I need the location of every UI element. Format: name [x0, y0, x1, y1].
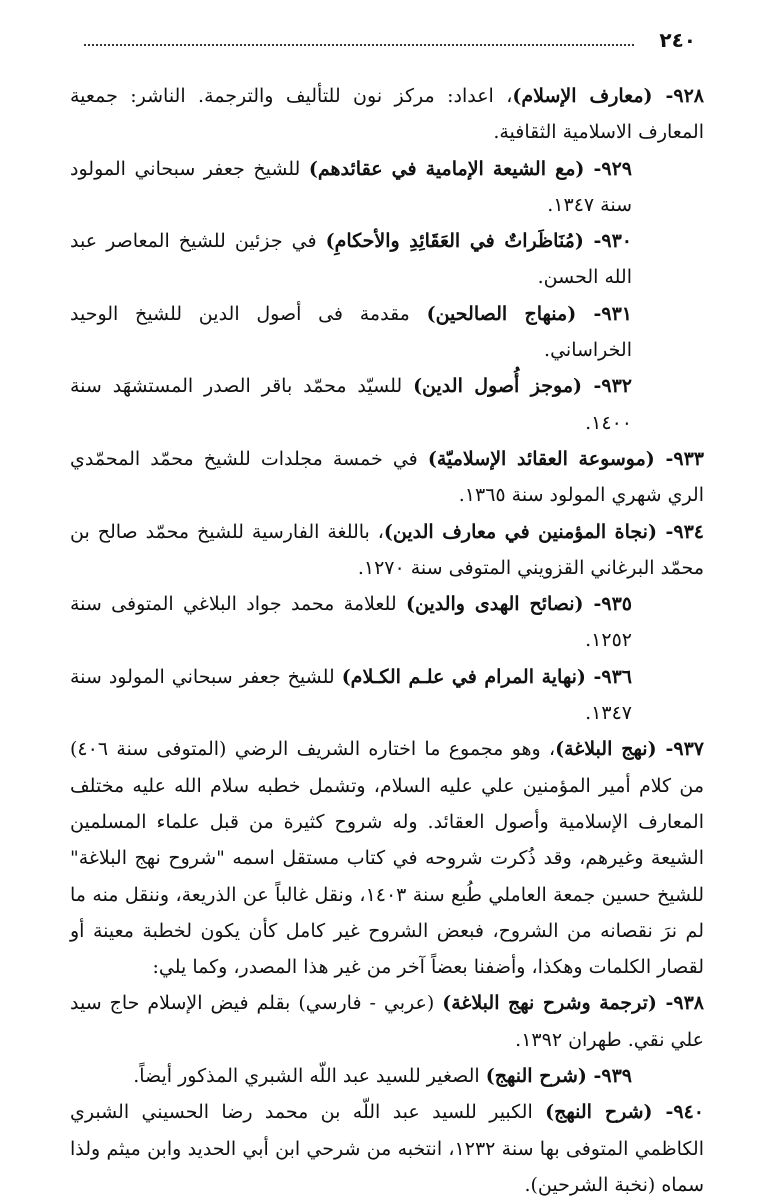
entry-number: ٩٣١	[601, 302, 632, 325]
page-header	[84, 28, 696, 58]
entry-number: ٩٣٤	[673, 520, 704, 543]
entry-932: ٩٣٢- (موجز أُصول الدين) للسيّد محمّد باقر الصدر المستشهَد سنة ١٤٠٠.	[70, 375, 632, 434]
entry-928: ٩٢٨- (معارف الإسلام)، اعداد: مركز نون للتأليف والترجمة. الناشر: جمعية المعارف الاسلامية الثقافية.	[70, 85, 704, 144]
entry-text: ، باللغة الفارسية للشيخ محمّد صالح بن محمّد البرغاني القزويني المتوفى سنة ١٢٧٠.	[70, 520, 704, 579]
entry-939: ٩٣٩- (شرح النهج) الصغير للسيد عبد اللّه الشبري المذكور أيضاً.	[133, 1065, 632, 1088]
entry-number: ٩٣٩	[601, 1065, 632, 1088]
entry-text: للعلامة محمد جواد البلاغي المتوفى سنة ١٢٥٢.	[70, 593, 632, 652]
entry-title: (نصائح الهدى والدين)	[405, 593, 584, 616]
entry-text: مقدمة فى أصول الدين للشيخ الوحيد الخراساني.	[70, 302, 632, 362]
entry-929: ٩٢٩- (مع الشيعة الإمامية في عقائدهم) للشيخ جعفر سبحاني المولود سنة ١٣٤٧.	[70, 157, 632, 216]
entry-931: ٩٣١- (منهاج الصالحين) مقدمة فى أصول الدين للشيخ الوحيد الخراساني.	[70, 302, 632, 362]
entry-number: ٩٢٩	[601, 157, 632, 180]
entry-935: ٩٣٥- (نصائح الهدى والدين) للعلامة محمد جواد البلاغي المتوفى سنة ١٢٥٢.	[70, 593, 632, 652]
dotted-rule	[84, 44, 634, 46]
entry-title: (موسوعة العقائد الإسلاميّة)	[427, 447, 655, 470]
entry-936: ٩٣٦- (نهاية المرام في علـم الكـلام) للشيخ جعفر سبحاني المولود سنة ١٣٤٧.	[70, 665, 632, 725]
entry-title: (شرح النهج)	[485, 1065, 587, 1088]
page-number: ٢٤٠	[659, 28, 696, 52]
entry-title: (منهاج الصالحين)	[426, 302, 577, 325]
entry-937: ٩٣٧- (نهج البلاغة)، وهو مجموع ما اختاره الشريف الرضي (المتوفى سنة ٤٠٦) من كلام أمير المؤمنين علي عليه السلام، وتشمل خطبه سلام الله عليه مختلف المعارف الإسلامية وأصول العقائد. وله شروح كثيرة من قبل علماء المسلمين الشيعة وغيرهم، وقد ذُكرت شروحه في كتاب مستقل اسمه "شروح نهج البلاغة" للشيخ حسين جمعة العاملي طُبع سنة ١٤٠٣، ونقل غالباً عن الذريعة، وننقل منه ما لم نرَ نقصانه من الشروح، فبعض الشروح غير كامل كأن يكون لخطبة معينة أو لقصار الكلمات وهكذا، وأضفنا بعضاً آخر من غير هذا المصدر، وكما يلي:	[70, 738, 704, 979]
entry-title: (نهج البلاغة)	[555, 738, 657, 761]
entry-text: للشيخ جعفر سبحاني المولود سنة ١٣٤٧.	[70, 665, 632, 725]
entry-text: الصغير للسيد عبد اللّه الشبري المذكور أيضاً.	[133, 1065, 486, 1088]
entry-text: ، وهو مجموع ما اختاره الشريف الرضي (المتوفى سنة ٤٠٦) من كلام أمير المؤمنين علي عليه السلام، وتشمل خطبه سلام الله عليه مختلف المعارف الإسلامية وأصول العقائد. وله شروح كثيرة من قبل علماء المسلمين الشيعة وغيرهم، وقد ذُكرت شروحه في كتاب مستقل اسمه "شروح نهج البلاغة" للشيخ حسين جمعة العاملي طُبع سنة ١٤٠٣، ونقل غالباً عن الذريعة، وننقل منه ما لم نرَ نقصانه من الشروح، فبعض الشروح غير كامل كأن يكون لخطبة معينة أو لقصار الكلمات وهكذا، وأضفنا بعضاً آخر من غير هذا المصدر، وكما يلي:	[70, 738, 704, 979]
entry-text: (عربي - فارسي) بقلم فيض الإسلام حاج سيد علي نقي. طهران ١٣٩٢.	[70, 992, 704, 1051]
entry-number: ٩٣٣	[673, 447, 704, 470]
entry-text: للسيّد محمّد باقر الصدر المستشهَد سنة ١٤٠٠.	[70, 375, 632, 434]
entry-number: ٩٣٦	[601, 665, 632, 688]
entry-title: (مُنَاظَراتٌ في العَقَائِدِ والأحكامِ)	[325, 230, 584, 253]
entry-title: (موجز أُصول الدين)	[413, 375, 583, 398]
entry-number: ٩٣٥	[601, 593, 632, 616]
entry-number: ٩٢٨	[673, 85, 704, 107]
entry-text: للشيخ جعفر سبحاني المولود سنة ١٣٤٧.	[70, 157, 632, 216]
entry-title: (مع الشيعة الإمامية في عقائدهم)	[308, 157, 585, 180]
entry-930: ٩٣٠- (مُنَاظَراتٌ في العَقَائِدِ والأحكامِ) في جزئين للشيخ المعاصر عبد الله الحسن.	[70, 230, 632, 289]
entry-text: في جزئين للشيخ المعاصر عبد الله الحسن.	[70, 230, 632, 289]
entry-list	[70, 78, 704, 1203]
entry-title: (شرح النهج)	[545, 1101, 653, 1124]
entry-text: في خمسة مجلدات للشيخ محمّد المحمّدي الري شهري المولود سنة ١٣٦٥.	[70, 447, 704, 507]
entry-title: (نجاة المؤمنين في معارف الدين)	[383, 520, 657, 543]
entry-938: ٩٣٨- (ترجمة وشرح نهج البلاغة) (عربي - فارسي) بقلم فيض الإسلام حاج سيد علي نقي. طهران ١٣٩٢.	[70, 992, 704, 1051]
entry-number: ٩٤٠	[673, 1101, 704, 1124]
entry-number: ٩٣٨	[673, 992, 704, 1015]
entry-title: (نهاية المرام في علـم الكـلام)	[341, 665, 586, 688]
entry-number: ٩٣٢	[601, 375, 632, 398]
entry-text: الكبير للسيد عبد اللّه بن محمد رضا الحسيني الشبري الكاظمي المتوفى بها سنة ١٢٣٢، انتخبه من شرحي ابن أبي الحديد وابن ميثم ولذا سماه (نخبة الشرحين).	[70, 1101, 704, 1196]
entry-940: ٩٤٠- (شرح النهج) الكبير للسيد عبد اللّه بن محمد رضا الحسيني الشبري الكاظمي المتوفى بها سنة ١٢٣٢، انتخبه من شرحي ابن أبي الحديد وابن ميثم ولذا سماه (نخبة الشرحين).	[70, 1101, 704, 1196]
entry-934: ٩٣٤- (نجاة المؤمنين في معارف الدين)، باللغة الفارسية للشيخ محمّد صالح بن محمّد البرغاني القزويني المتوفى سنة ١٢٧٠.	[70, 520, 704, 579]
entry-title: (ترجمة وشرح نهج البلاغة)	[442, 992, 657, 1015]
entry-number: ٩٣٠	[601, 230, 632, 253]
entry-title: (معارف الإسلام)	[512, 85, 653, 107]
entry-number: ٩٣٧	[673, 738, 704, 761]
entry-text: ، اعداد: مركز نون للتأليف والترجمة. الناشر: جمعية المعارف الاسلامية الثقافية.	[70, 85, 704, 144]
entry-933: ٩٣٣- (موسوعة العقائد الإسلاميّة) في خمسة مجلدات للشيخ محمّد المحمّدي الري شهري المولود سنة ١٣٦٥.	[70, 447, 704, 507]
